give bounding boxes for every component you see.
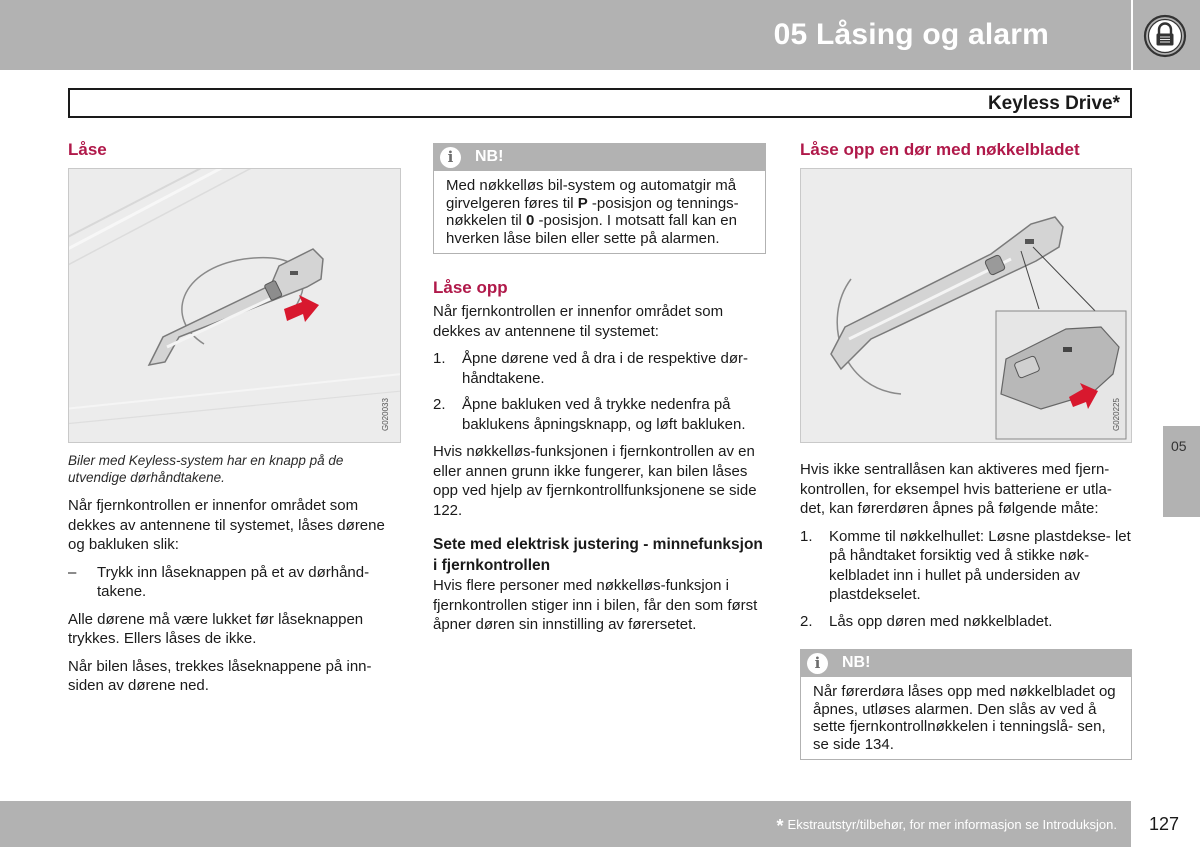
section-title-box [68, 88, 1132, 118]
paragraph: Når fjernkontrollen er innenfor området som dekkes av antennene til systemet: [433, 303, 724, 340]
door-handle-keyhole-illustration [801, 169, 1132, 443]
numbered-list [800, 527, 1132, 632]
list-item-text: Komme til nøkkelhullet: Løsne plastdekse- let på håndtaket forsiktig ved å stikke nøk- kelbladet inn i hullet på undersiden av plastdekselet. [829, 527, 1131, 603]
column-middle [433, 143, 766, 643]
note-text: Når førerdøra låses opp med nøkkelbladet og åpnes, utløses alarmen. Den slås av ved å sette fjernkontrollnøkkelen i tenningslå- sen, se side 134. [813, 683, 1116, 753]
paragraph: Hvis ikke sentrallåsen kan aktiveres med fjern- kontrollen, for eksempel hvis batteriene er utla- det, kan førerdøren åpnes på følgende måte: [800, 461, 1112, 517]
list-item [800, 527, 1132, 605]
figure-id: G020033 [381, 398, 390, 431]
column-right [800, 140, 1132, 784]
figure-id: G020225 [1112, 398, 1121, 431]
note-header [434, 144, 765, 171]
paragraph: Alle dørene må være lukket før låseknappen trykkes. Ellers låses de ikke. [68, 610, 364, 647]
page-number: 127 [1149, 814, 1180, 834]
chapter-icon-box [1133, 0, 1200, 70]
chapter-title: 05 Låsing og alarm [773, 18, 1049, 51]
column-left [68, 140, 401, 704]
figure-key-blade-unlock [800, 168, 1132, 443]
header-bar [0, 0, 1131, 70]
list-item-text: Trykk inn låseknappen på et av dørhånd- takene. [97, 563, 370, 600]
paragraph: Hvis flere personer med nøkkelløs-funksjon i fjernkontrollen stiger inn i bilen, får den som først åpner døren sin innstilling av førersetet. [433, 577, 758, 633]
list-marker: 2. [433, 396, 446, 413]
paragraph: Når bilen låses, trekkes låseknappene på inn- siden av dørene ned. [68, 657, 372, 694]
note-box [433, 143, 766, 254]
note-bold-0: 0 [526, 212, 535, 229]
note-text-part: -posisjon og tennings- nøkkelen til [446, 194, 739, 229]
section-title: Keyless Drive* [987, 93, 1120, 114]
note-text-part: -posisjon. I motsatt fall kan en hverken låse bilen eller sette på alarmen. [446, 212, 737, 247]
figure-caption: Biler med Keyless-system har en knapp på de utvendige dørhåndtakene. [68, 453, 344, 485]
note-text [434, 171, 765, 253]
list-item-text: Åpne bakluken ved å trykke nedenfra på baklukens åpningsknapp, og løft bakluken. [462, 396, 746, 433]
note-title: NB! [842, 654, 871, 671]
footer-asterisk: * [776, 816, 784, 836]
list-item [433, 395, 766, 434]
note-box [800, 649, 1132, 760]
figure-door-handle-lock-button [68, 168, 401, 443]
paragraph: Hvis nøkkelløs-funksjonen i fjernkontrollen av en eller annen grunn ikke fungerer, kan bilen låses opp ved hjelp av fjernkontrollfunksjonene se side 122. [433, 443, 757, 519]
note-text-part: Med nøkkelløs bil-system og automatgir må girvelgeren føres til [446, 177, 737, 212]
info-icon: i [440, 147, 461, 168]
paragraph: Når fjernkontrollen er innenfor området som dekkes av antennene til systemet, låses dørene og bakluken slik: [68, 497, 385, 553]
numbered-list [433, 349, 766, 434]
info-icon: i [807, 653, 828, 674]
list-item-text: Åpne dørene ved å dra i de respektive dør- håndtakene. [462, 350, 748, 387]
list-item-text: Lås opp døren med nøkkelbladet. [829, 612, 1053, 630]
list-item [433, 349, 766, 388]
dash-list [68, 563, 401, 602]
footer-note-text: Ekstrautstyr/tilbehør, for mer informasjon se Introduksjon. [787, 817, 1117, 832]
list-marker: 2. [800, 612, 813, 630]
list-item [800, 612, 1132, 632]
chapter-side-tab [1163, 426, 1200, 517]
note-header [801, 650, 1131, 677]
heading-lase-opp: Låse opp [433, 278, 508, 297]
note-title: NB! [475, 148, 504, 165]
heading-lase: Låse [68, 140, 107, 159]
note-bold-p: P [577, 194, 588, 212]
lock-icon [1143, 14, 1187, 58]
subheading-seat-memory: Sete med elektrisk justering - minnefunksjon i fjernkontrollen [433, 536, 763, 574]
list-marker: 1. [433, 350, 446, 367]
side-tab-label: 05 [1171, 438, 1187, 454]
list-marker: – [68, 563, 77, 581]
door-handle-illustration [69, 169, 401, 443]
footer-note [777, 816, 1117, 837]
footer-bar [0, 801, 1131, 847]
list-marker: 1. [800, 527, 813, 545]
heading-lase-opp-nokkelblad: Låse opp en dør med nøkkelbladet [800, 140, 1080, 159]
list-item [68, 563, 401, 602]
